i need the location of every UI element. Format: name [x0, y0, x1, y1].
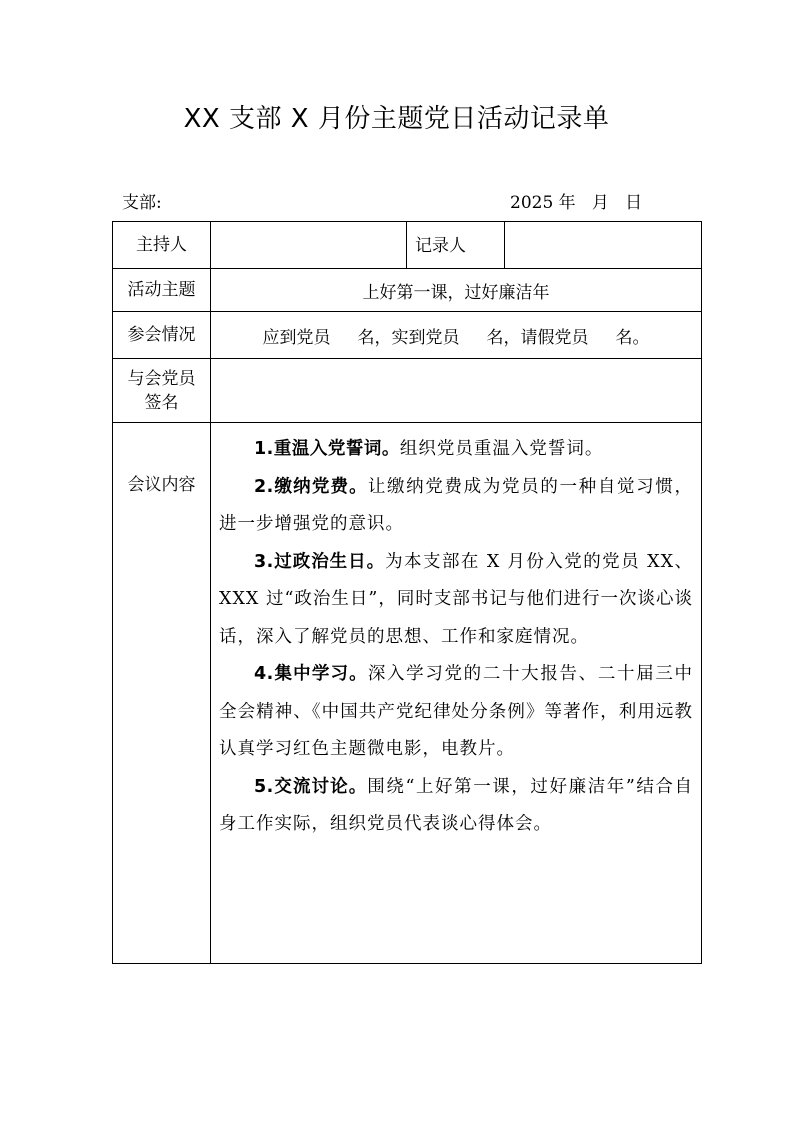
meeting-content: [211, 423, 702, 964]
theme-label: 活动主题: [113, 269, 211, 312]
signature-field[interactable]: [211, 359, 702, 423]
content-item-heading: 3.过政治生日。: [254, 551, 386, 572]
host-label: 主持人: [113, 222, 211, 269]
content-item-body: 为本支部在 X 月份入党的党员 XX、XXX 过“政治生日”，同时支部书记与他们进行一次谈心谈话，深入了解党员的思想、工作和家庭情况。: [219, 551, 693, 647]
signature-label: [113, 359, 211, 423]
branch-label: 支部:: [122, 193, 162, 213]
host-field[interactable]: [211, 222, 407, 269]
content-item: [219, 769, 693, 844]
content-item-heading: 4.集中学习。: [254, 664, 368, 684]
content-item-body: 围绕“上好第一课，过好廉洁年”结合自身工作实际，组织党员代表谈心得体会。: [219, 776, 693, 834]
content-item: [219, 431, 693, 469]
content-item-body: 深入学习党的二十大报告、二十届三中全会精神、《中国共产党纪律处分条例》等著作，利用远教认真学习红色主题微电影，电教片。: [219, 664, 693, 759]
recorder-label: 记录人: [407, 222, 505, 269]
signature-label-line-1: 与会党员: [127, 368, 196, 389]
content-item: [219, 656, 693, 769]
signature-label-line-2: 签名: [144, 392, 179, 413]
content-item-body: 让缴纳党费成为党员的一种自觉习惯，进一步增强党的意识。: [219, 476, 693, 534]
content-label: 会议内容: [113, 423, 211, 964]
content-item-heading: 1.重温入党誓词。: [254, 439, 400, 459]
recorder-field[interactable]: [505, 222, 702, 269]
content-item-heading: 5.交流讨论。: [254, 776, 368, 797]
attendance-label: 参会情况: [113, 312, 211, 359]
document-title: XX 支部 X 月份主题党日活动记录单: [183, 104, 610, 134]
content-item-body: 组织党员重温入党誓词。: [399, 439, 604, 459]
content-item: [219, 544, 693, 657]
theme-value: 上好第一课，过好廉洁年: [211, 269, 702, 312]
record-table: [112, 221, 702, 964]
attendance-value: 应到党员 名，实到党员 名，请假党员 名。: [211, 312, 702, 359]
content-item: [219, 469, 693, 544]
content-item-heading: 2.缴纳党费。: [254, 476, 368, 497]
date-field: 2025 年 月 日: [510, 193, 643, 213]
